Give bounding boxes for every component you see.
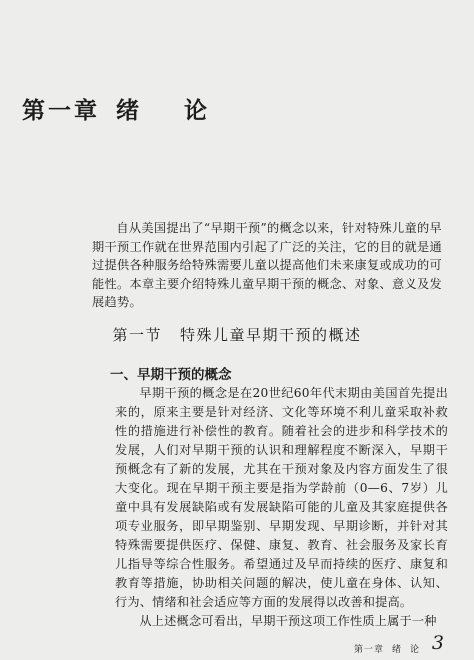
body-paragraph: 早期干预的概念是在20世纪60年代末期由美国首先提出来的，原来主要是针对经济、文化等环境不利儿童采取补救性的措施进行补偿性的教育。随着社会的进步和科学技术的发展，人们对早期干预的认识和理解程度不断深入，早期干预概念有了新的发展，尤其在干预对象及内容方面发生了很大变化。现在早期干预主要是指为学龄前（0—6、7岁）儿童中具有发展缺陷或有发展缺陷可能的儿童及其家庭提供各项专业服务，即早期鉴别、早期发现、早期诊断，并针对其特殊需要提供医疗、保健、康复、教育、社会服务及家长育儿指导等综合性服务。希望通过及早而持续的医疗、康复和教育等措施，协助相关问题的解决，使儿童在身体、认知、行为、情绪和社会适应等方面的发展得以改善和提高。 [115, 386, 448, 609]
body-text [115, 384, 448, 631]
footer-chapter-label: 第一章 [353, 645, 384, 655]
chapter-label: 第一章 [22, 98, 100, 124]
section-title: 特殊儿童早期干预的概述 [180, 326, 362, 344]
running-footer [354, 642, 420, 655]
footer-chapter-char-2: 论 [409, 645, 420, 655]
body-paragraph: 从上述概念可看出，早期干预这项工作性质上属于一种 [139, 614, 437, 628]
chapter-intro [92, 219, 442, 312]
chapter-title-char-1: 绪 [116, 98, 142, 124]
chapter-title [22, 92, 210, 125]
page-number: 3 [431, 632, 444, 654]
chapter-title-char-2: 论 [184, 98, 210, 124]
subsection-heading: 一、早期干预的概念 [110, 367, 232, 383]
intro-paragraph: 自从美国提出了“早期干预”的概念以来，针对特殊儿童的早期干预工作就在世界范围内引起了广泛的关注，它的目的就是通过提供各种服务给特殊需要儿童以提高他们未来康复或成功的可能性。本章主要介绍特殊儿童早期干预的概念、对象、意义及发展趋势。 [92, 221, 442, 309]
footer-chapter-char-1: 绪 [391, 645, 402, 655]
section-heading [0, 324, 474, 345]
section-number: 第一节 [112, 326, 162, 344]
